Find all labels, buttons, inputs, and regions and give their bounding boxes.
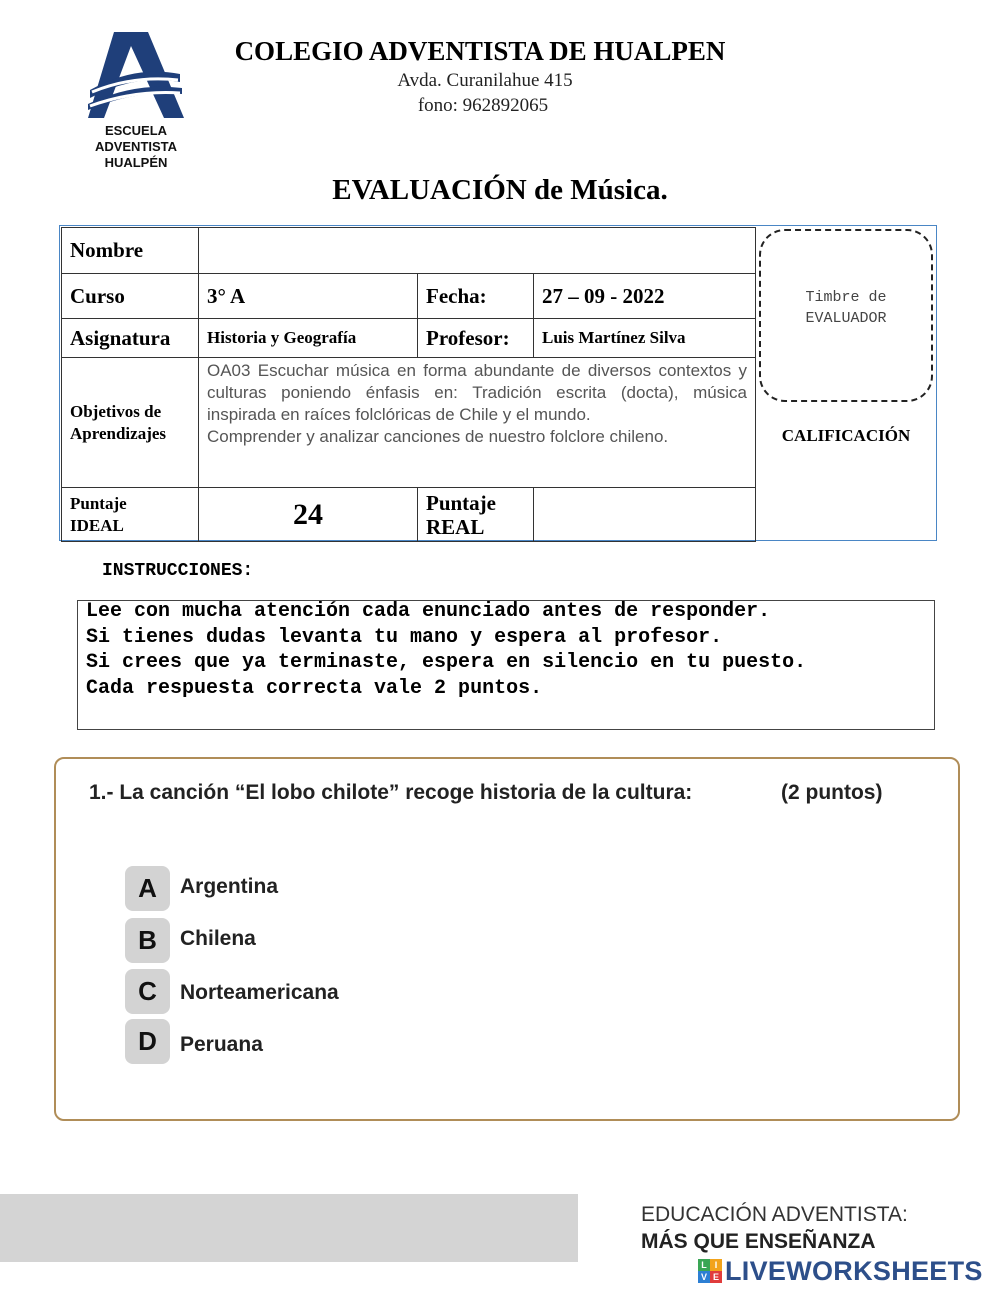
option-d-button[interactable]: D — [125, 1019, 170, 1064]
puntaje-ideal-value: 24 — [199, 488, 418, 542]
instructions-title: INSTRUCCIONES: — [102, 561, 254, 581]
logo-caption: ESCUELA ADVENTISTA HUALPÉN — [94, 123, 178, 170]
fecha-label: Fecha: — [418, 274, 534, 319]
instruction-line: Si tienes dudas levanta tu mano y espera al profesor. — [86, 626, 723, 649]
evaluator-stamp-text: Timbre de EVALUADOR — [805, 289, 887, 327]
footer-grey-bar — [0, 1194, 578, 1262]
question-text: 1.- La canción “El lobo chilote” recoge historia de la cultura: — [89, 781, 693, 804]
footer-line-2: MÁS QUE ENSEÑANZA — [641, 1230, 876, 1253]
objetivos-label: Objetivos de Aprendizajes — [62, 358, 199, 488]
option-a-button[interactable]: A — [125, 866, 170, 911]
profesor-label: Profesor: — [418, 319, 534, 358]
nombre-label: Nombre — [62, 228, 199, 274]
profesor-value: Luis Martínez Silva — [534, 319, 756, 358]
asignatura-label: Asignatura — [62, 319, 199, 358]
school-name: COLEGIO ADVENTISTA DE HUALPEN — [234, 36, 726, 66]
liveworksheets-text: LIVEWORKSHEETS — [725, 1255, 983, 1286]
nombre-field[interactable] — [199, 228, 756, 274]
option-a-label[interactable]: Argentina — [180, 875, 279, 898]
liveworksheets-icon: L I V E — [698, 1259, 722, 1283]
instruction-line: Lee con mucha atención cada enunciado antes de responder. — [86, 600, 771, 623]
school-phone: fono: 962892065 — [417, 95, 549, 116]
puntaje-ideal-label: Puntaje IDEAL — [62, 488, 199, 542]
curso-label: Curso — [62, 274, 199, 319]
option-d-label[interactable]: Peruana — [180, 1033, 263, 1056]
option-b-button[interactable]: B — [125, 918, 170, 963]
calificacion-label: CALIFICACIÓN — [781, 426, 911, 445]
instruction-line: Cada respuesta correcta vale 2 puntos. — [86, 677, 543, 700]
liveworksheets-brand[interactable] — [698, 1256, 983, 1286]
page-title: EVALUACIÓN de Música. — [332, 174, 668, 206]
option-c-label[interactable]: Norteamericana — [180, 981, 339, 1004]
instruction-line: Si crees que ya terminaste, espera en silencio en tu puesto. — [86, 651, 807, 674]
asignatura-value: Historia y Geografía — [199, 319, 418, 358]
puntaje-real-field[interactable] — [534, 488, 756, 542]
option-b-label[interactable]: Chilena — [180, 927, 256, 950]
puntaje-real-label: Puntaje REAL — [418, 488, 534, 542]
objetivos-text: OA03 Escuchar música en forma abundante de diversos contextos y culturas poniendo énfasis en: Tradición escrita (docta), música inspirada en raíces folclóricas de Chile y el mundo. Comprender y analizar canciones de nuestro folclore chileno. — [199, 358, 756, 488]
option-c-button[interactable]: C — [125, 969, 170, 1014]
fecha-value: 27 – 09 - 2022 — [534, 274, 756, 319]
question-points: (2 puntos) — [781, 781, 883, 804]
school-address: Avda. Curanilahue 415 — [397, 70, 573, 91]
curso-value: 3° A — [199, 274, 418, 319]
footer-line-1: EDUCACIÓN ADVENTISTA: — [641, 1203, 908, 1226]
